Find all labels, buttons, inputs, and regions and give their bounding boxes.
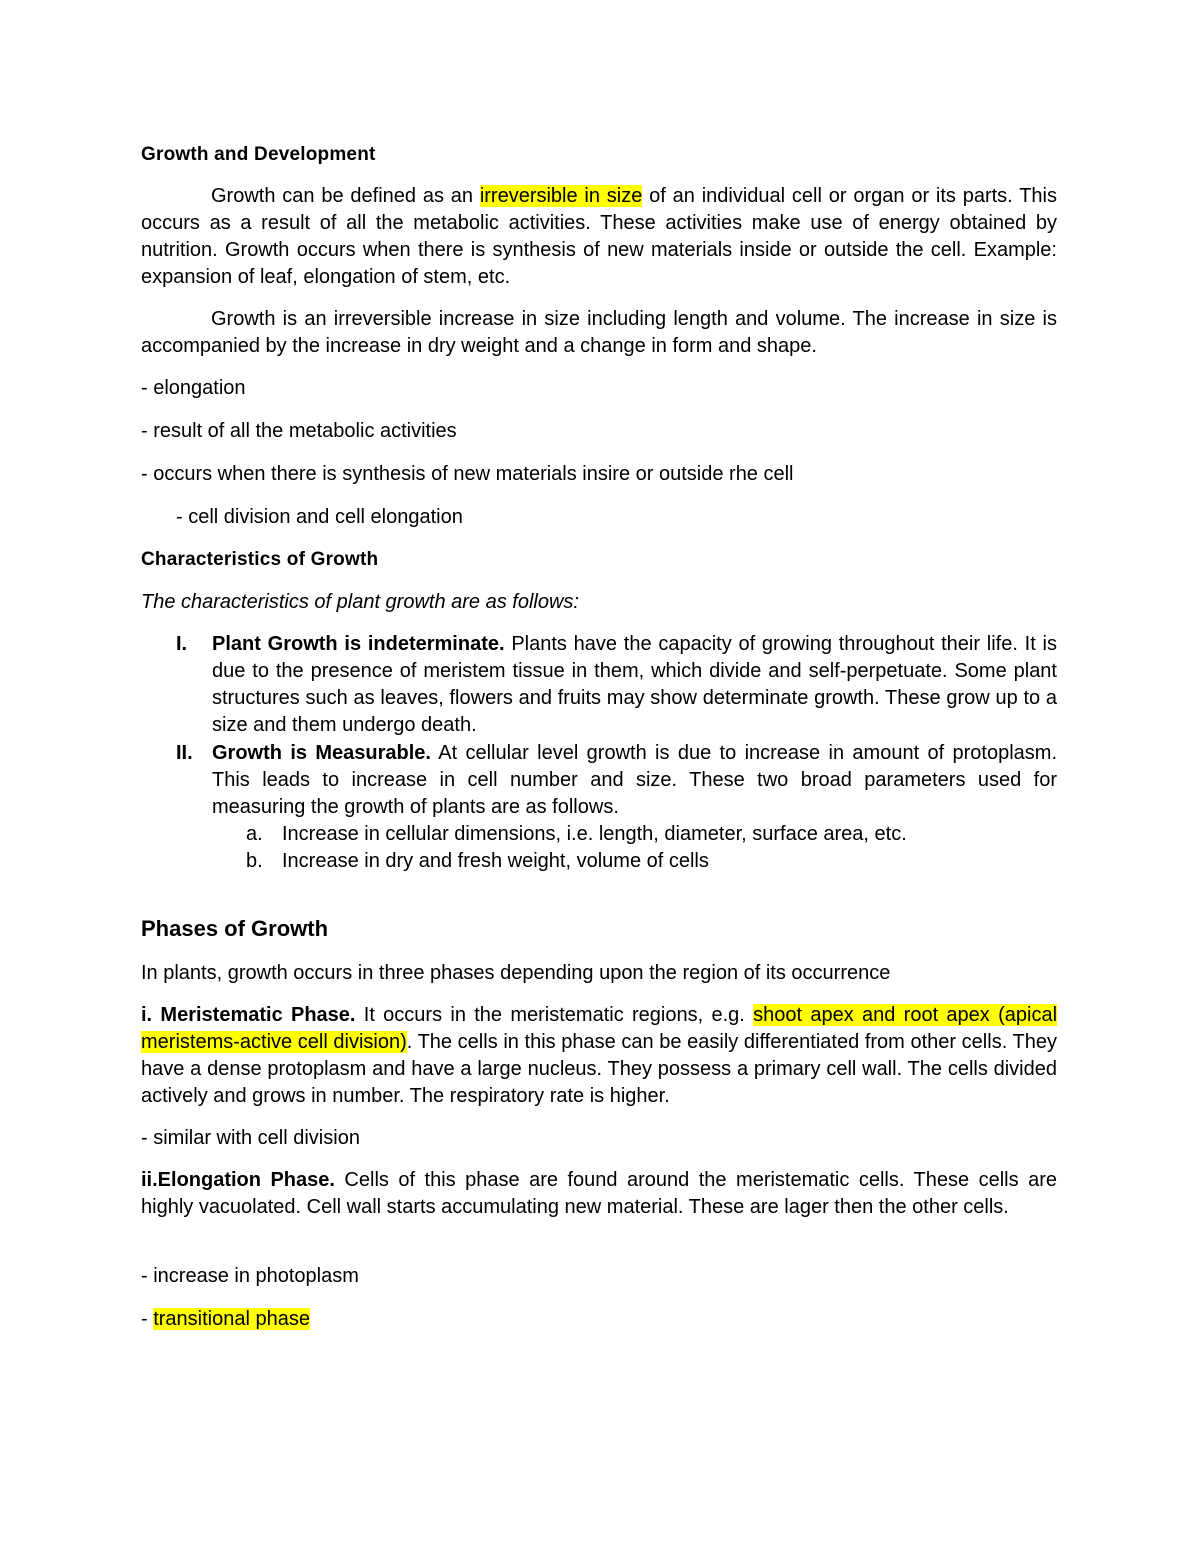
- list-item-indeterminate: [212, 631, 1057, 739]
- paragraph-growth-definition: [141, 183, 1057, 291]
- paragraph-elongation-phase: [141, 1167, 1057, 1221]
- text-run: Growth can be defined as an: [211, 185, 480, 207]
- sublist-item-weight: Increase in dry and fresh weight, volume of cells: [282, 850, 709, 872]
- heading-characteristics: Characteristics of Growth: [141, 549, 379, 570]
- note-metabolic: - result of all the metabolic activities: [141, 420, 457, 442]
- list-item-text: Plants have the capacity of growing throughout their life. It is due to the presence of meristem tissue in them, which divide and self-perpetuate. Some plant structures such as leaves, flowers and fruits may show determinate growth. These grow up to a size and them undergo death.: [212, 633, 1057, 736]
- highlighted-text: transitional phase: [153, 1308, 310, 1330]
- note-cell-division: - cell division and cell elongation: [176, 506, 463, 528]
- list-item-measurable: [212, 740, 1057, 821]
- phases-intro: In plants, growth occurs in three phases depending upon the region of its occurrence: [141, 962, 891, 984]
- heading-phases: Phases of Growth: [141, 916, 329, 941]
- note-similar-cell-division: - similar with cell division: [141, 1127, 360, 1149]
- note-transitional-phase: [141, 1306, 1057, 1333]
- text-run: It occurs in the meristematic regions, e.g.: [355, 1004, 754, 1026]
- highlighted-text: irreversible in size: [479, 185, 643, 207]
- paragraph-growth-increase: Growth is an irreversible increase in size including length and volume. The increase in size is accompanied by the increase in dry weight and a change in form and shape.: [141, 308, 1057, 357]
- note-photoplasm: - increase in photoplasm: [141, 1265, 359, 1287]
- list-marker-2: II.: [176, 742, 193, 764]
- text-run: Cells of this phase are found around the meristematic cells. These cells are highly vacuolated. Cell wall starts accumulating new material. These are lager then the other cells.: [141, 1169, 1057, 1218]
- highlighted-text: shoot apex and root apex (apical meristems-active cell division): [141, 1004, 1058, 1053]
- sublist-item-dimensions: Increase in cellular dimensions, i.e. length, diameter, surface area, etc.: [282, 823, 907, 845]
- heading-growth-development: Growth and Development: [141, 144, 376, 165]
- list-item-title: Plant Growth is indeterminate.: [212, 633, 505, 655]
- phase-title: ii.Elongation Phase.: [141, 1169, 335, 1191]
- note-synthesis: - occurs when there is synthesis of new materials insire or outside rhe cell: [141, 463, 794, 485]
- text-run: of an individual cell or organ or its parts. This occurs as a result of all the metabolic activities. These activities make use of energy obtained by nutrition. Growth occurs when there is synthesis of new materials inside or outside the cell. Example: expansion of leaf, elongation of stem, etc.: [141, 185, 1057, 288]
- note-elongation: - elongation: [141, 377, 246, 399]
- phase-title: i. Meristematic Phase.: [141, 1004, 356, 1026]
- text-run: -: [141, 1308, 154, 1330]
- list-marker-1: I.: [176, 633, 188, 655]
- list-item-title: Growth is Measurable.: [212, 742, 431, 764]
- characteristics-intro: The characteristics of plant growth are as follows:: [141, 591, 579, 613]
- sublist-marker-a: a.: [246, 823, 263, 845]
- list-item-text: At cellular level growth is due to increase in amount of protoplasm. This leads to increase in cell number and size. These two broad parameters used for measuring the growth of plants are as follows.: [212, 742, 1058, 818]
- text-run: . The cells in this phase can be easily differentiated from other cells. They have a dense protoplasm and have a large nucleus. They possess a primary cell wall. The cells divided actively and grows in number. The respiratory rate is higher.: [141, 1031, 1057, 1107]
- sublist-marker-b: b.: [246, 850, 263, 872]
- paragraph-meristematic-phase: [141, 1002, 1057, 1110]
